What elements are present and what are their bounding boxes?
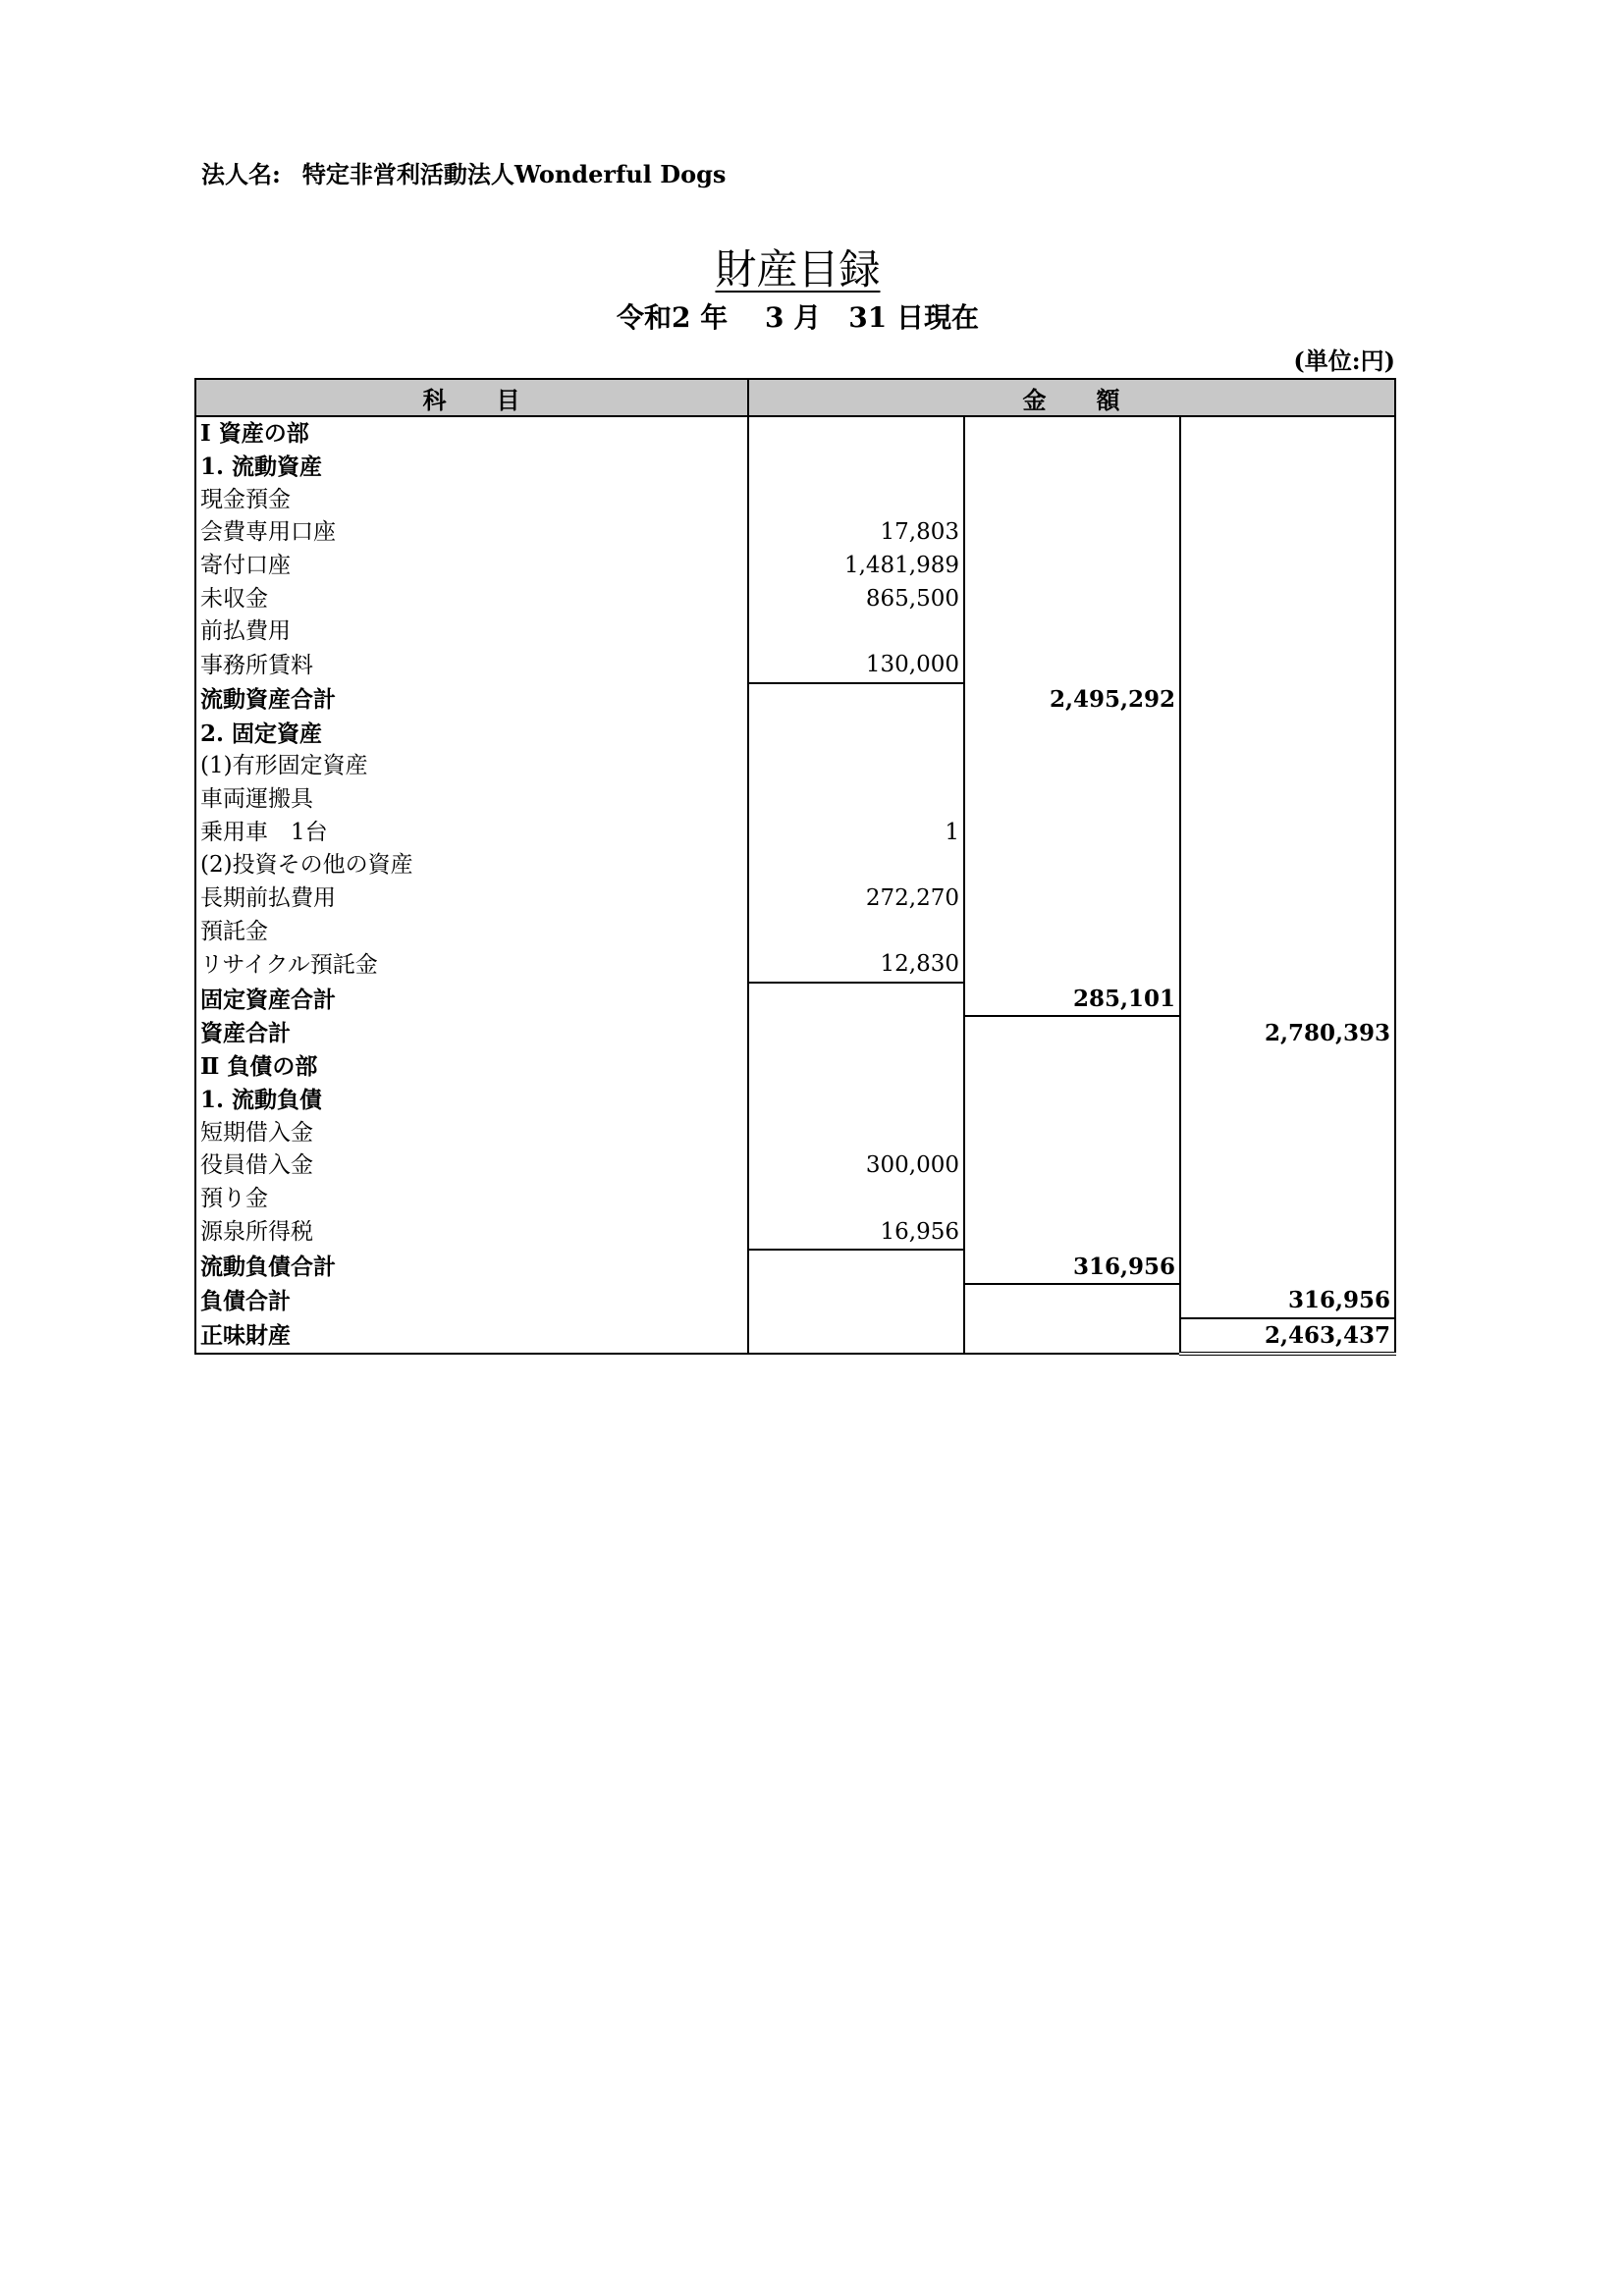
table-row bbox=[195, 750, 1395, 783]
cell-detail bbox=[748, 683, 964, 718]
cell-detail bbox=[748, 615, 964, 649]
cell-subtotal bbox=[964, 1116, 1180, 1149]
corporation-value: 特定非営利活動法人Wonderful Dogs bbox=[301, 160, 727, 188]
table-row bbox=[195, 915, 1395, 948]
cell-subtotal bbox=[964, 717, 1180, 750]
cell-total bbox=[1180, 1149, 1395, 1183]
cell-subtotal bbox=[964, 750, 1180, 783]
cell-subtotal bbox=[964, 416, 1180, 451]
cell-detail bbox=[748, 849, 964, 882]
cell-total bbox=[1180, 915, 1395, 948]
cell-detail bbox=[748, 1050, 964, 1084]
cell-total bbox=[1180, 615, 1395, 649]
row-label: 寄付口座 bbox=[195, 550, 748, 583]
cell-subtotal bbox=[964, 1318, 1180, 1355]
cell-total: 316,956 bbox=[1180, 1284, 1395, 1318]
table-row bbox=[195, 451, 1395, 484]
cell-total bbox=[1180, 882, 1395, 916]
table-row bbox=[195, 615, 1395, 649]
cell-total bbox=[1180, 416, 1395, 451]
row-label: 資産合計 bbox=[195, 1016, 748, 1050]
table-row bbox=[195, 683, 1395, 718]
row-label: 1. 流動負債 bbox=[195, 1084, 748, 1117]
cell-total bbox=[1180, 750, 1395, 783]
table-row bbox=[195, 550, 1395, 583]
cell-total bbox=[1180, 849, 1395, 882]
cell-subtotal bbox=[964, 1084, 1180, 1117]
cell-total bbox=[1180, 582, 1395, 615]
row-label: 正味財産 bbox=[195, 1318, 748, 1355]
cell-subtotal bbox=[964, 816, 1180, 849]
table-row bbox=[195, 717, 1395, 750]
row-label: 源泉所得税 bbox=[195, 1216, 748, 1251]
row-label: Ⅱ 負債の部 bbox=[195, 1050, 748, 1084]
cell-subtotal bbox=[964, 1284, 1180, 1318]
cell-total bbox=[1180, 683, 1395, 718]
cell-detail bbox=[748, 1084, 964, 1117]
cell-detail: 1 bbox=[748, 816, 964, 849]
row-label: (1)有形固定資産 bbox=[195, 750, 748, 783]
table-row bbox=[195, 816, 1395, 849]
cell-detail bbox=[748, 783, 964, 817]
table-row bbox=[195, 416, 1395, 451]
cell-subtotal bbox=[964, 483, 1180, 516]
cell-subtotal bbox=[964, 451, 1180, 484]
cell-detail: 17,803 bbox=[748, 516, 964, 550]
row-label: 車両運搬具 bbox=[195, 783, 748, 817]
cell-total bbox=[1180, 1084, 1395, 1117]
cell-subtotal bbox=[964, 649, 1180, 683]
document-title bbox=[0, 238, 1596, 296]
row-label: Ⅰ 資産の部 bbox=[195, 416, 748, 451]
unit-label: (単位:円) bbox=[1293, 347, 1395, 375]
cell-detail bbox=[748, 1284, 964, 1318]
row-label: 2. 固定資産 bbox=[195, 717, 748, 750]
cell-total bbox=[1180, 816, 1395, 849]
table-header-row bbox=[195, 379, 1395, 416]
table-row bbox=[195, 1216, 1395, 1251]
table-row bbox=[195, 783, 1395, 817]
cell-total bbox=[1180, 783, 1395, 817]
cell-total bbox=[1180, 948, 1395, 983]
row-label: 役員借入金 bbox=[195, 1149, 748, 1183]
cell-detail bbox=[748, 983, 964, 1017]
cell-detail: 16,956 bbox=[748, 1216, 964, 1251]
cell-subtotal bbox=[964, 783, 1180, 817]
table-row bbox=[195, 849, 1395, 882]
table-row bbox=[195, 582, 1395, 615]
row-label: リサイクル預託金 bbox=[195, 948, 748, 983]
row-label: 前払費用 bbox=[195, 615, 748, 649]
cell-detail bbox=[748, 1016, 964, 1050]
table-row bbox=[195, 1284, 1395, 1318]
cell-subtotal bbox=[964, 516, 1180, 550]
row-label: 事務所賃料 bbox=[195, 649, 748, 683]
cell-detail: 865,500 bbox=[748, 582, 964, 615]
table-row bbox=[195, 1116, 1395, 1149]
cell-detail: 12,830 bbox=[748, 948, 964, 983]
row-label: 負債合計 bbox=[195, 1284, 748, 1318]
cell-detail bbox=[748, 416, 964, 451]
row-label: 預託金 bbox=[195, 915, 748, 948]
row-label: 現金預金 bbox=[195, 483, 748, 516]
row-label: 未収金 bbox=[195, 582, 748, 615]
cell-subtotal: 285,101 bbox=[964, 983, 1180, 1017]
row-label: 1. 流動資産 bbox=[195, 451, 748, 484]
cell-detail bbox=[748, 915, 964, 948]
inventory-table bbox=[194, 378, 1396, 1356]
cell-total bbox=[1180, 483, 1395, 516]
row-label: 預り金 bbox=[195, 1183, 748, 1216]
cell-subtotal bbox=[964, 582, 1180, 615]
table-row bbox=[195, 1050, 1395, 1084]
cell-subtotal bbox=[964, 1149, 1180, 1183]
table-row bbox=[195, 1016, 1395, 1050]
cell-subtotal bbox=[964, 1183, 1180, 1216]
cell-total bbox=[1180, 717, 1395, 750]
table-row bbox=[195, 1183, 1395, 1216]
table-row bbox=[195, 1250, 1395, 1284]
cell-detail bbox=[748, 750, 964, 783]
cell-subtotal bbox=[964, 1216, 1180, 1251]
as-of-date: 令和2 年 3 月 31 日現在 bbox=[617, 301, 979, 334]
cell-detail bbox=[748, 1116, 964, 1149]
cell-subtotal bbox=[964, 550, 1180, 583]
table-row bbox=[195, 882, 1395, 916]
cell-detail bbox=[748, 717, 964, 750]
cell-subtotal bbox=[964, 948, 1180, 983]
cell-subtotal bbox=[964, 615, 1180, 649]
row-label: 流動資産合計 bbox=[195, 683, 748, 718]
cell-total bbox=[1180, 983, 1395, 1017]
row-label: (2)投資その他の資産 bbox=[195, 849, 748, 882]
table-row bbox=[195, 983, 1395, 1017]
cell-total bbox=[1180, 1116, 1395, 1149]
row-label: 乗用車 1台 bbox=[195, 816, 748, 849]
row-label: 短期借入金 bbox=[195, 1116, 748, 1149]
cell-total bbox=[1180, 451, 1395, 484]
cell-subtotal bbox=[964, 882, 1180, 916]
cell-detail bbox=[748, 483, 964, 516]
cell-subtotal bbox=[964, 915, 1180, 948]
cell-total bbox=[1180, 1250, 1395, 1284]
cell-total bbox=[1180, 649, 1395, 683]
row-label: 固定資産合計 bbox=[195, 983, 748, 1017]
cell-subtotal bbox=[964, 1016, 1180, 1050]
cell-total bbox=[1180, 1216, 1395, 1251]
cell-detail: 300,000 bbox=[748, 1149, 964, 1183]
cell-subtotal bbox=[964, 849, 1180, 882]
table-row bbox=[195, 1149, 1395, 1183]
cell-detail: 130,000 bbox=[748, 649, 964, 683]
cell-subtotal bbox=[964, 1050, 1180, 1084]
header-amount: 金 額 bbox=[748, 379, 1395, 416]
cell-detail: 272,270 bbox=[748, 882, 964, 916]
header-subject: 科 目 bbox=[195, 379, 748, 416]
table-row bbox=[195, 483, 1395, 516]
cell-detail bbox=[748, 1183, 964, 1216]
table-row bbox=[195, 1318, 1395, 1355]
cell-total bbox=[1180, 1183, 1395, 1216]
row-label: 流動負債合計 bbox=[195, 1250, 748, 1284]
row-label: 会費専用口座 bbox=[195, 516, 748, 550]
cell-subtotal: 2,495,292 bbox=[964, 683, 1180, 718]
table-row bbox=[195, 948, 1395, 983]
cell-detail bbox=[748, 451, 964, 484]
cell-total bbox=[1180, 1050, 1395, 1084]
title-text: 財産目録 bbox=[715, 245, 881, 294]
cell-total bbox=[1180, 516, 1395, 550]
cell-detail: 1,481,989 bbox=[748, 550, 964, 583]
table-row bbox=[195, 1084, 1395, 1117]
table-row bbox=[195, 649, 1395, 683]
cell-total bbox=[1180, 550, 1395, 583]
corporation-label: 法人名: bbox=[201, 160, 281, 188]
cell-detail bbox=[748, 1250, 964, 1284]
cell-detail bbox=[748, 1318, 964, 1355]
cell-subtotal: 316,956 bbox=[964, 1250, 1180, 1284]
cell-total: 2,463,437 bbox=[1180, 1318, 1395, 1355]
cell-total: 2,780,393 bbox=[1180, 1016, 1395, 1050]
table-row bbox=[195, 516, 1395, 550]
row-label: 長期前払費用 bbox=[195, 882, 748, 916]
corporation-name bbox=[201, 155, 726, 189]
